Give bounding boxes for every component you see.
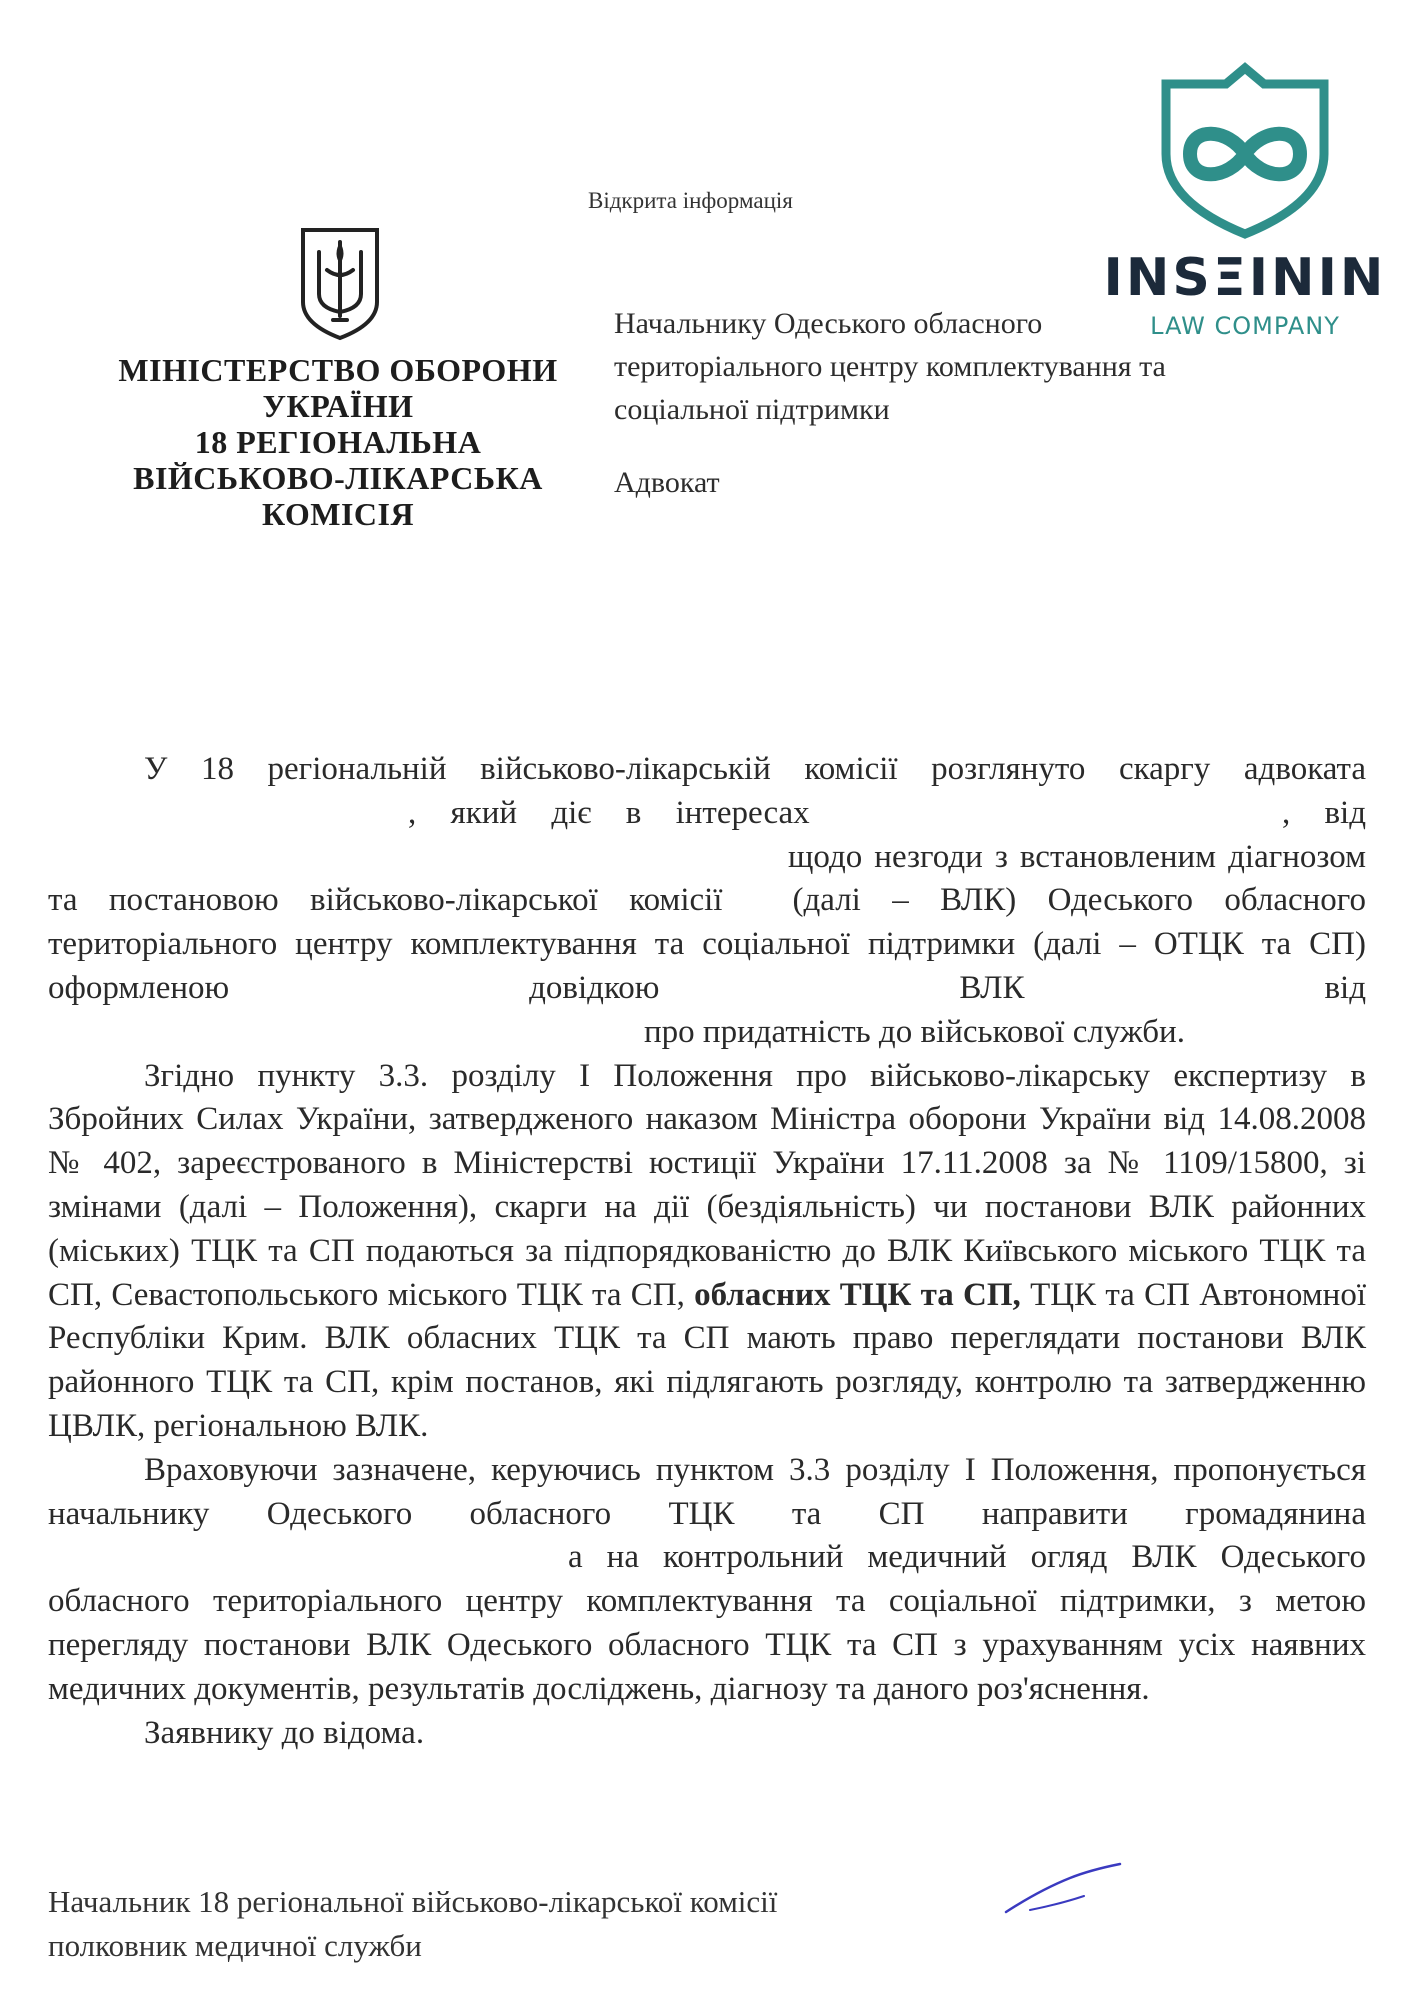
p3-text-before: Враховуючи зазначене, керуючись пунктом 3.3 розділу І Положення, пропонується начальнику Одеського обласного ТЦК та СП направити громадянина <box>48 1451 1366 1532</box>
p1-line-1: У 18 регіональній військово-лікарській комісії розглянуто скаргу <box>144 751 1211 787</box>
p1-line-6: соціальної підтримки (далі – ОТЦК та СП) оформленою довідкою ВЛК від <box>48 926 1366 1006</box>
p3-text-after: а на контрольний медичний огляд ВЛК Одеського обласного територіального центру комплектування та соціальної підтримки, з метою перегляду постанови ВЛК Одеського обласного ТЦК та СП з урахуванням усіх наявних медичних документів, результатів досліджень, діагнозу та даного роз'яснення. <box>48 1539 1366 1707</box>
classification-label: Відкрита інформація <box>588 188 793 213</box>
logo-subtitle: LAW COMPANY <box>1150 312 1340 340</box>
p1-line-3b: щодо незгоди з <box>788 838 1008 875</box>
p2-text-before: Згідно пункту 3.3. розділу І Положення про військово-лікарську експертизу в Збройних Силах України, затвердженого наказом Міністра оборони України від 14.08.2008 № 402, зареєстрованого в Міністерстві юстиції України 17.11.2008 за № 1109/15800, зі змінами (далі – Положення), скарги на дії (бездіяльність) чи постанови ВЛК районних (міських) ТЦК та СП подаються за підпорядкованістю до ВЛК Київського міського ТЦК та СП, Севастопольського міського ТЦК та СП, <box>48 1057 1366 1313</box>
p1-line-2a: адвоката <box>1243 751 1366 787</box>
advocate-label: Адвокат <box>614 466 720 499</box>
ministry-line: КОМІСІЯ <box>261 496 415 532</box>
company-logo <box>1080 62 1410 352</box>
paragraph-1 <box>48 748 1366 1011</box>
logo-name: INSΞININ <box>1103 248 1387 308</box>
ministry-line: УКРАЇНИ <box>262 388 414 424</box>
shield-infinity-icon <box>1148 62 1342 240</box>
ministry-line: 18 РЕГІОНАЛЬНА <box>194 424 482 460</box>
addressee-line: територіального центру комплектування та <box>614 350 1166 383</box>
ministry-line: ВІЙСЬКОВО-ЛІКАРСЬКА <box>133 460 543 496</box>
p1-line-2b: , який діє в інтересах <box>408 794 810 831</box>
paragraph-2 <box>48 1055 1366 1449</box>
paragraph-3 <box>48 1449 1366 1712</box>
p2-bold-text: обласних ТЦК та СП, <box>694 1276 1021 1313</box>
trident-emblem-icon <box>297 224 383 344</box>
handwritten-signature <box>1000 1860 1130 1920</box>
p1-line-5: ВЛК) Одеського обласного територіального центру комплектування та <box>48 882 1367 963</box>
addressee-line: Начальнику Одеського обласного <box>614 307 1043 340</box>
paragraph-4: Заявнику до відома. <box>144 1714 425 1751</box>
p1-line-3a: , від <box>1281 794 1367 831</box>
letter-body <box>48 748 1366 1755</box>
signatory-rank: полковник медичної служби <box>48 1928 422 1963</box>
p1-line-4b: (далі – <box>792 882 909 919</box>
paragraph-1-end <box>48 1011 1366 1055</box>
ministry-header <box>78 352 598 532</box>
addressee-line: соціальної підтримки <box>614 393 890 426</box>
p1-line-4: встановленим діагнозом та постановою військово-лікарської комісії <box>48 838 1367 919</box>
ministry-line: МІНІСТЕРСТВО ОБОРОНИ <box>118 352 558 388</box>
signatory-title: Начальник 18 регіональної військово-лікарської комісії <box>48 1884 778 1919</box>
p2-text-after: ТЦК та СП Автономної Республіки Крим. ВЛК обласних ТЦК та СП мають право переглядати постанови ВЛК районного ТЦК та СП, крім постанов, які підлягають розгляду, контролю та затвердженню ЦВЛК, регіональною ВЛК. <box>48 1276 1367 1444</box>
p1-line-7: про придатність до військової служби. <box>644 1013 1185 1050</box>
signature-block <box>48 1880 777 1968</box>
